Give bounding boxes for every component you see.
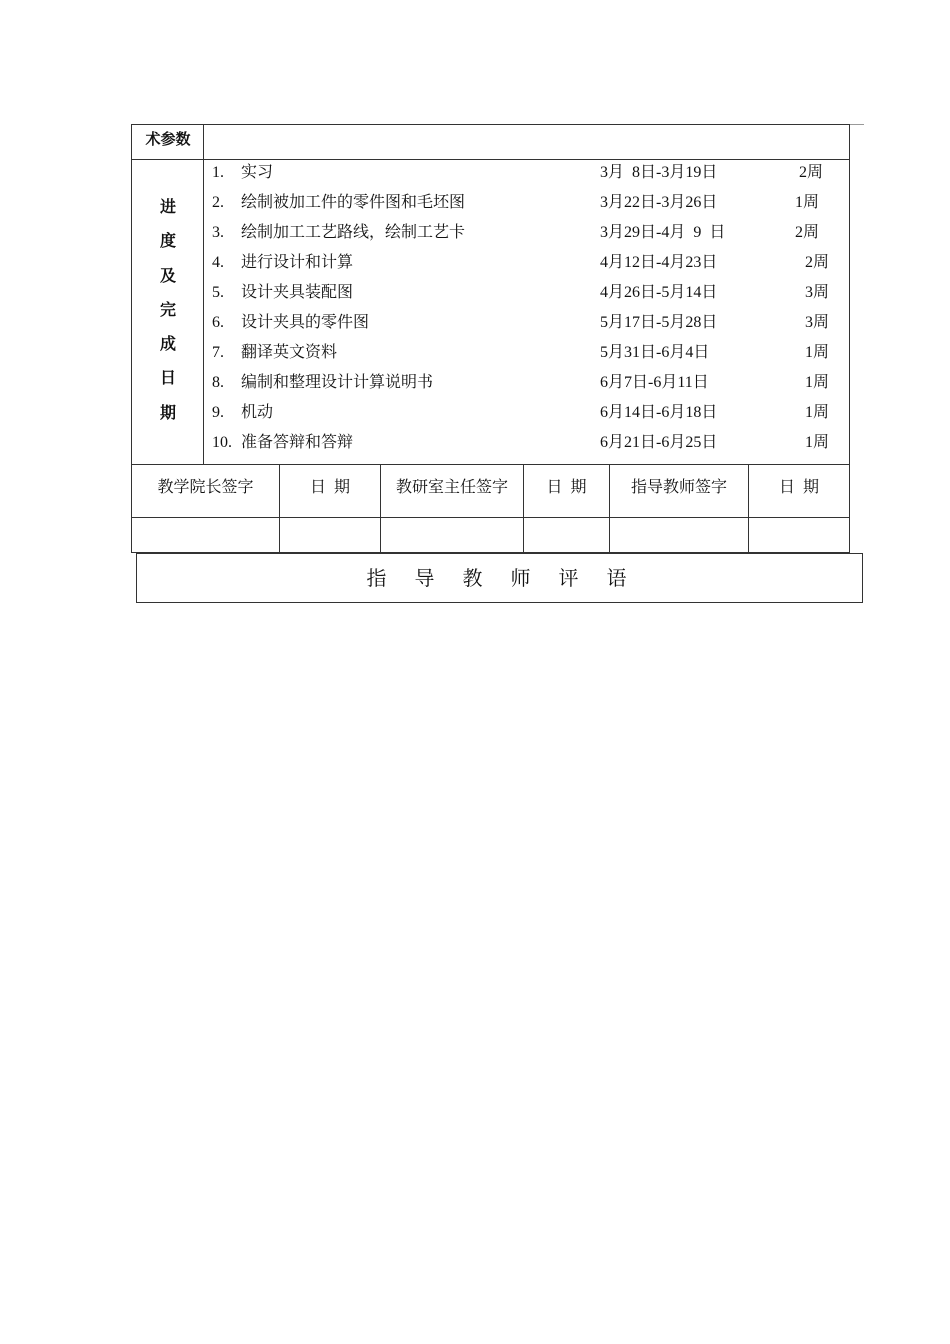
row-dates: 5月31日-6月4日 [600, 344, 710, 361]
row-dates: 3月 8日-3月19日 [600, 164, 718, 181]
row-number: 3. [212, 224, 224, 241]
row-duration: 2周 [794, 224, 819, 241]
date-label: 日 期 [546, 479, 587, 496]
signature-header-bottom-border [131, 517, 850, 518]
side-label-char: 成 [159, 334, 176, 354]
row-task: 编制和整理设计计算说明书 [241, 374, 434, 391]
schedule-bottom-border [131, 464, 850, 465]
date-label: 日 期 [778, 479, 819, 496]
row-number: 4. [212, 254, 224, 271]
row-task: 机动 [241, 404, 274, 421]
side-label-char: 日 [159, 368, 176, 388]
row-duration: 1周 [794, 194, 819, 211]
row-number: 6. [212, 314, 224, 331]
row-number: 9. [212, 404, 224, 421]
schedule-row [203, 218, 843, 248]
side-label-char: 完 [159, 299, 176, 319]
row-dates: 4月12日-4月23日 [600, 254, 718, 271]
row-duration: 1周 [804, 344, 829, 361]
side-label-char: 期 [159, 402, 176, 422]
row-number: 1. [212, 164, 224, 181]
row-dates: 3月22日-3月26日 [600, 194, 718, 211]
schedule-row [203, 248, 843, 278]
schedule-row [203, 158, 843, 188]
director-signature-label: 教研室主任签字 [395, 479, 508, 496]
row-duration: 3周 [804, 314, 829, 331]
row-dates: 6月7日-6月11日 [600, 374, 709, 391]
date-label: 日 期 [309, 479, 350, 496]
row-dates: 6月21日-6月25日 [600, 434, 718, 451]
row-task: 绘制被加工件的零件图和毛坯图 [241, 194, 466, 211]
row-dates: 4月26日-5月14日 [600, 284, 718, 301]
schedule-row [203, 368, 843, 398]
params-label: 术参数 [145, 130, 191, 148]
row-task: 绘制加工工艺路线，绘制工艺卡 [241, 224, 466, 241]
side-label-char: 及 [159, 265, 176, 285]
row-task: 准备答辩和答辩 [241, 434, 354, 451]
row-task: 实习 [241, 164, 274, 181]
schedule-side-label [133, 190, 203, 430]
row-duration: 1周 [804, 404, 829, 421]
advisor-signature-label: 指导教师签字 [630, 479, 727, 496]
schedule-row [203, 308, 843, 338]
row-duration: 1周 [804, 374, 829, 391]
row-dates: 6月14日-6月18日 [600, 404, 718, 421]
row-duration: 1周 [804, 434, 829, 451]
row-duration: 2周 [798, 164, 823, 181]
table-top-border-ext [850, 124, 864, 125]
schedule-row [203, 338, 843, 368]
row-dates: 3月29日-4月 9 日 [600, 224, 726, 241]
row-number: 8. [212, 374, 224, 391]
row-task: 设计夹具装配图 [241, 284, 354, 301]
table-top-border [131, 124, 850, 125]
row-number: 2. [212, 194, 224, 211]
row-dates: 5月17日-5月28日 [600, 314, 718, 331]
row-task: 设计夹具的零件图 [241, 314, 370, 331]
row-number: 7. [212, 344, 224, 361]
table-right-border [849, 124, 850, 553]
row-number: 5. [212, 284, 224, 301]
row-duration: 2周 [804, 254, 829, 271]
schedule-row [203, 278, 843, 308]
row-task: 进行设计和计算 [241, 254, 354, 271]
side-label-char: 进 [159, 197, 176, 216]
row-number: 10. [212, 434, 232, 451]
schedule-row [203, 428, 843, 458]
side-label-char: 度 [159, 231, 176, 251]
schedule-row [203, 188, 843, 218]
advisor-comments-title-text: 指 导 教 师 评 语 [366, 568, 633, 590]
row-task: 翻译英文资料 [241, 344, 338, 361]
schedule-row [203, 398, 843, 428]
row-duration: 3周 [804, 284, 829, 301]
advisor-comments-title [136, 553, 863, 603]
dean-signature-label: 教学院长签字 [157, 479, 254, 496]
